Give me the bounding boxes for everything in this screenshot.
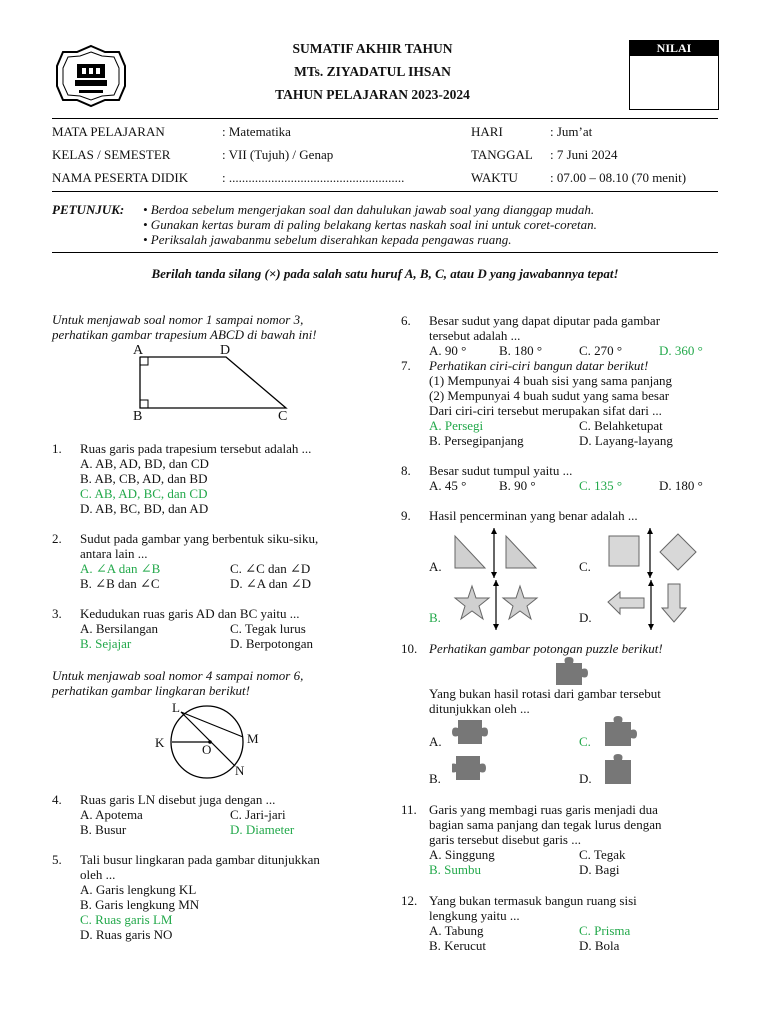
q8-option-a[interactable]: A. 45 °: [429, 478, 467, 493]
q5-option-a[interactable]: A. Garis lengkung KL: [80, 882, 197, 897]
q7-text: Perhatikan ciri-ciri bangun datar berikut!: [429, 358, 649, 373]
nama-label: NAMA PESERTA DIDIK: [52, 170, 189, 185]
question-7: [401, 358, 719, 450]
intro-lingkaran-2: perhatikan gambar lingkaran berikut!: [52, 683, 250, 698]
waktu-label: WAKTU: [471, 170, 518, 185]
q1-option-a[interactable]: A. AB, AD, BD, dan CD: [80, 456, 209, 471]
q4-option-a[interactable]: A. Apotema: [80, 807, 143, 822]
q11-text: bagian sama panjang dan tegak lurus dengan: [429, 817, 662, 832]
circle-label-n: N: [235, 763, 245, 778]
trap-label-c: C: [278, 409, 288, 424]
q7-text: (1) Mempunyai 4 buah sisi yang sama panjang: [429, 373, 672, 388]
header-title-1: SUMATIF AKHIR TAHUN: [292, 41, 453, 56]
mapel-label: MATA PELAJARAN: [52, 124, 165, 139]
q10-option-a[interactable]: A.: [429, 734, 442, 749]
puzzle-piece-d-icon: [601, 752, 637, 784]
q4-text: Ruas garis LN disebut juga dengan ...: [80, 792, 276, 807]
trap-label-d: D: [220, 343, 231, 358]
divider-info: [52, 191, 718, 192]
puzzle-piece-c-icon: [601, 714, 637, 748]
q9-d-arrows-figure: [604, 578, 700, 632]
q11-option-a[interactable]: A. Singgung: [429, 847, 495, 862]
q10-option-b[interactable]: B.: [429, 771, 441, 786]
school-logo: [55, 44, 127, 108]
q6-text: tersebut adalah ...: [429, 328, 521, 343]
trap-label-b: B: [133, 409, 143, 424]
instruction-text: Berilah tanda silang (×) pada salah satu huruf A, B, C, atau D yang jawabannya tepat!: [151, 266, 619, 281]
tanggal-value: : 7 Juni 2024: [550, 147, 618, 162]
q9-option-b[interactable]: B.: [429, 610, 441, 625]
q2-text: Sudut pada gambar yang berbentuk siku-siku,: [80, 531, 319, 546]
petunjuk-item: • Berdoa sebelum mengerjakan soal dan dahulukan jawab soal yang dianggap mudah.: [143, 202, 595, 217]
q11-option-c[interactable]: C. Tegak: [579, 847, 626, 862]
kelas-value: : VII (Tujuh) / Genap: [222, 147, 334, 162]
question-8: [401, 463, 719, 493]
q11-text: garis tersebut disebut garis ...: [429, 832, 581, 847]
q11-option-b[interactable]: B. Sumbu: [429, 862, 482, 877]
q7-option-a[interactable]: A. Persegi: [429, 418, 484, 433]
q3-num: 3.: [52, 606, 62, 621]
q9-option-d[interactable]: D.: [579, 610, 592, 625]
q9-b-stars-figure: [450, 578, 550, 632]
q6-option-a[interactable]: A. 90 °: [429, 343, 467, 358]
q9-num: 9.: [401, 508, 411, 523]
q8-option-b[interactable]: B. 90 °: [499, 478, 536, 493]
q5-option-c[interactable]: C. Ruas garis LM: [80, 912, 173, 927]
q4-option-c[interactable]: C. Jari-jari: [230, 807, 286, 822]
q8-option-c[interactable]: C. 135 °: [579, 478, 623, 493]
circle-label-k: K: [155, 735, 165, 750]
q3-option-d[interactable]: D. Berpotongan: [230, 636, 314, 651]
question-5: [52, 852, 372, 942]
q1-num: 1.: [52, 441, 62, 456]
q1-option-d[interactable]: D. AB, BC, BD, dan AD: [80, 501, 209, 516]
q9-option-c[interactable]: C.: [579, 559, 591, 574]
circle-label-o: O: [202, 742, 212, 757]
question-2: [52, 531, 372, 591]
q12-text: lengkung yaitu ...: [429, 908, 520, 923]
q2-option-c[interactable]: C. ∠C dan ∠D: [230, 561, 311, 576]
q2-option-d[interactable]: D. ∠A dan ∠D: [230, 576, 312, 591]
q11-text: Garis yang membagi ruas garis menjadi dua: [429, 802, 658, 817]
q12-option-c[interactable]: C. Prisma: [579, 923, 631, 938]
q7-option-c[interactable]: C. Belahketupat: [579, 418, 663, 433]
q6-option-d[interactable]: D. 360 °: [659, 343, 703, 358]
q3-text: Kedudukan ruas garis AD dan BC yaitu ...: [80, 606, 300, 621]
intro-lingkaran-1: Untuk menjawab soal nomor 4 sampai nomor 6,: [52, 668, 304, 683]
q6-num: 6.: [401, 313, 411, 328]
q10-num: 10.: [401, 641, 418, 656]
trapezoid-figure: [128, 340, 298, 428]
q8-option-d[interactable]: D. 180 °: [659, 478, 703, 493]
q5-option-d[interactable]: D. Ruas garis NO: [80, 927, 173, 942]
petunjuk-label: PETUNJUK:: [52, 202, 125, 217]
puzzle-piece-b-icon: [452, 752, 488, 784]
petunjuk-item: • Periksalah jawabanmu sebelum diserahkan kepada pengawas ruang.: [143, 232, 512, 247]
q11-num: 11.: [401, 802, 417, 817]
logo-emblem-icon: [55, 44, 127, 108]
q5-option-b[interactable]: B. Garis lengkung MN: [80, 897, 200, 912]
q10-option-d[interactable]: D.: [579, 771, 592, 786]
q10-text: Yang bukan hasil rotasi dari gambar tersebut: [429, 686, 661, 701]
q12-option-b[interactable]: B. Kerucut: [429, 938, 487, 953]
q2-num: 2.: [52, 531, 62, 546]
q4-num: 4.: [52, 792, 62, 807]
question-6: [401, 313, 719, 358]
q5-text: Tali busur lingkaran pada gambar ditunjukkan: [80, 852, 320, 867]
q4-option-b[interactable]: B. Busur: [80, 822, 127, 837]
tanggal-label: TANGGAL: [471, 147, 533, 162]
nilai-box: [629, 40, 719, 110]
divider-petunjuk: [52, 252, 718, 253]
hari-value: : Jum’at: [550, 124, 593, 139]
circle-label-m: M: [247, 731, 259, 746]
kelas-label: KELAS / SEMESTER: [52, 147, 171, 162]
question-11: [401, 802, 719, 877]
q8-text: Besar sudut tumpul yaitu ...: [429, 463, 573, 478]
question-12: [401, 893, 719, 953]
waktu-value: : 07.00 – 08.10 (70 menit): [550, 170, 687, 185]
q7-option-b[interactable]: B. Persegipanjang: [429, 433, 524, 448]
intro-trapesium-1: Untuk menjawab soal nomor 1 sampai nomor 3,: [52, 312, 304, 327]
q5-text: oleh ...: [80, 867, 116, 882]
q1-option-c[interactable]: C. AB, AD, BC, dan CD: [80, 486, 208, 501]
nilai-label: NILAI: [630, 41, 718, 56]
q9-c-square-figure: [604, 526, 700, 580]
q1-option-b[interactable]: B. AB, CB, AD, dan BD: [80, 471, 208, 486]
q10-option-c[interactable]: C.: [579, 734, 591, 749]
q7-text: Dari ciri-ciri tersebut merupakan sifat dari ...: [429, 403, 662, 418]
q11-option-d[interactable]: D. Bagi: [579, 862, 620, 877]
petunjuk-item: • Gunakan kertas buram di paling belakang kertas naskah soal ini untuk coret-coretan.: [143, 217, 597, 232]
q12-option-d[interactable]: D. Bola: [579, 938, 620, 953]
q9-a-triangles-figure: [450, 526, 550, 580]
header-title-3: TAHUN PELAJARAN 2023-2024: [275, 87, 470, 102]
q8-num: 8.: [401, 463, 411, 478]
q12-option-a[interactable]: A. Tabung: [429, 923, 484, 938]
q2-text: antara lain ...: [80, 546, 148, 561]
divider-top: [52, 118, 718, 119]
trap-label-a: A: [133, 343, 144, 358]
q10-text: Perhatikan gambar potongan puzzle berikut!: [429, 641, 663, 656]
q3-option-c[interactable]: C. Tegak lurus: [230, 621, 306, 636]
q6-text: Besar sudut yang dapat diputar pada gambar: [429, 313, 661, 328]
q9-text: Hasil pencerminan yang benar adalah ...: [429, 508, 638, 523]
q12-text: Yang bukan termasuk bangun ruang sisi: [429, 893, 637, 908]
q3-option-a[interactable]: A. Bersilangan: [80, 621, 158, 636]
q5-num: 5.: [52, 852, 62, 867]
q6-option-c[interactable]: C. 270 °: [579, 343, 623, 358]
nama-value: : ......................................................: [222, 170, 405, 185]
q7-text: (2) Mempunyai 4 buah sudut yang sama besar: [429, 388, 670, 403]
puzzle-piece-a-icon: [452, 716, 488, 748]
q6-option-b[interactable]: B. 180 °: [499, 343, 543, 358]
header-title-2: MTs. ZIYADATUL IHSAN: [294, 64, 451, 79]
q10-text: ditunjukkan oleh ...: [429, 701, 530, 716]
q3-option-b[interactable]: B. Sejajar: [80, 636, 132, 651]
mapel-value: : Matematika: [222, 124, 291, 139]
q4-option-d[interactable]: D. Diameter: [230, 822, 295, 837]
q12-num: 12.: [401, 893, 418, 908]
circle-label-l: L: [172, 700, 180, 715]
q2-option-b[interactable]: B. ∠B dan ∠C: [80, 576, 160, 591]
intro-trapesium-2: perhatikan gambar trapesium ABCD di bawah ini!: [52, 327, 317, 342]
q7-option-d[interactable]: D. Layang-layang: [579, 433, 673, 448]
q9-option-a[interactable]: A.: [429, 559, 442, 574]
hari-label: HARI: [471, 124, 503, 139]
q2-option-a[interactable]: A. ∠A dan ∠B: [80, 561, 161, 576]
q7-num: 7.: [401, 358, 411, 373]
question-1: [52, 441, 372, 516]
question-4: [52, 792, 372, 837]
question-3: [52, 606, 372, 651]
q1-text: Ruas garis pada trapesium tersebut adalah ...: [80, 441, 312, 456]
puzzle-piece-icon: [552, 655, 588, 687]
